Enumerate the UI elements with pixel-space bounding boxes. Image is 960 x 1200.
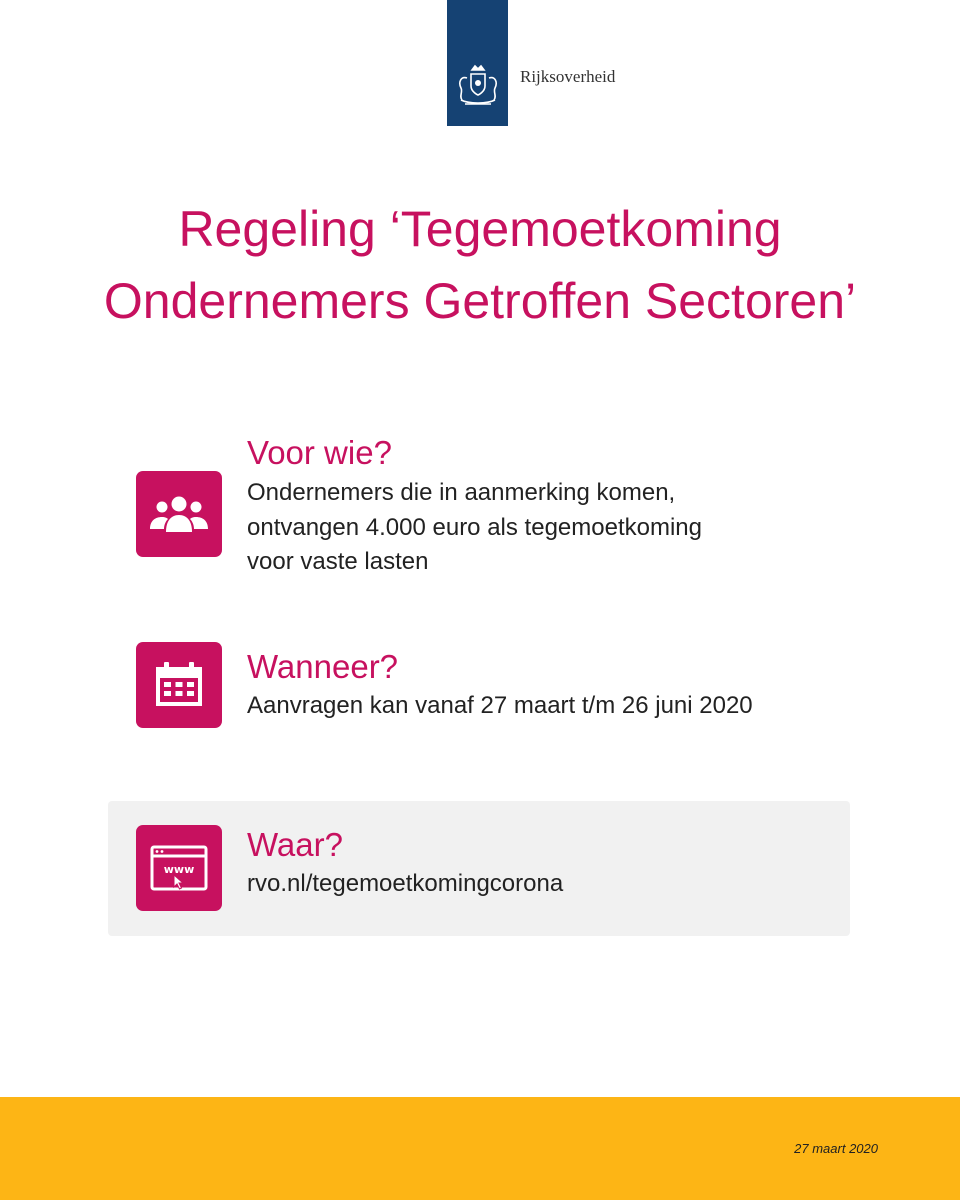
- website-url: rvo.nl/tegemoetkomingcorona: [247, 870, 564, 897]
- body-line: ontvangen 4.000 euro als tegemoetkoming: [247, 513, 702, 541]
- section-body-wanneer: [247, 689, 753, 724]
- website-icon-box: [136, 825, 222, 911]
- page-title: [0, 193, 960, 337]
- people-group-icon: [136, 471, 222, 557]
- svg-text:www: www: [163, 863, 195, 876]
- calendar-icon-box: [136, 642, 222, 728]
- logo-wordmark: Rijksoverheid: [520, 67, 616, 86]
- section-body-waar: [247, 867, 563, 902]
- body-line: voor vaste lasten: [247, 548, 429, 575]
- section-heading-wanneer: Wanneer?: [247, 648, 399, 685]
- section-body-voor-wie: [247, 476, 702, 580]
- people-icon-box: [136, 471, 222, 557]
- publication-date: 27 maart 2020: [794, 1141, 878, 1156]
- title-line-1: Regeling ‘Tegemoetkoming: [178, 201, 782, 257]
- body-line: Ondernemers die in aanmerking komen,: [247, 479, 676, 506]
- website-www-icon: [136, 825, 222, 911]
- title-line-2: Ondernemers Getroffen Sectoren’: [103, 273, 857, 329]
- footer-band: [0, 1097, 960, 1200]
- body-line: Aanvragen kan vanaf 27 maart t/m 26 juni 2020: [247, 692, 753, 719]
- section-heading-voor-wie: Voor wie?: [247, 434, 392, 471]
- calendar-icon: [136, 642, 222, 728]
- coat-of-arms-icon: [453, 64, 503, 116]
- section-heading-waar: Waar?: [247, 826, 343, 863]
- logo-bar: [447, 0, 508, 126]
